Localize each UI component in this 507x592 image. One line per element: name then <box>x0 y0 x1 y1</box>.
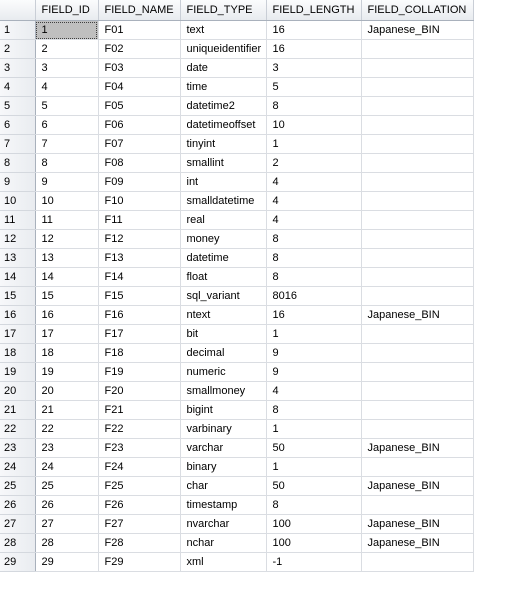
cell-field-type[interactable]: datetime <box>180 249 266 268</box>
cell-field-length[interactable]: 8 <box>266 268 361 287</box>
row-number[interactable]: 11 <box>0 211 35 230</box>
cell-field-collation[interactable] <box>361 344 473 363</box>
table-row[interactable] <box>0 287 473 306</box>
cell-field-name[interactable]: F10 <box>98 192 180 211</box>
cell-field-collation[interactable] <box>361 173 473 192</box>
cell-field-length[interactable]: 8 <box>266 401 361 420</box>
cell-field-type[interactable]: text <box>180 21 266 40</box>
table-row[interactable] <box>0 97 473 116</box>
row-number[interactable]: 6 <box>0 116 35 135</box>
column-header-field-name[interactable]: FIELD_NAME <box>98 0 180 21</box>
cell-field-type[interactable]: ntext <box>180 306 266 325</box>
table-row[interactable] <box>0 420 473 439</box>
cell-field-type[interactable]: date <box>180 59 266 78</box>
cell-field-id[interactable]: 5 <box>35 97 98 116</box>
cell-field-name[interactable]: F18 <box>98 344 180 363</box>
cell-field-type[interactable]: varchar <box>180 439 266 458</box>
row-number[interactable]: 23 <box>0 439 35 458</box>
cell-field-length[interactable]: 50 <box>266 477 361 496</box>
cell-field-id[interactable]: 19 <box>35 363 98 382</box>
cell-field-id[interactable]: 9 <box>35 173 98 192</box>
table-row[interactable] <box>0 135 473 154</box>
table-row[interactable] <box>0 268 473 287</box>
cell-field-name[interactable]: F08 <box>98 154 180 173</box>
cell-field-name[interactable]: F09 <box>98 173 180 192</box>
cell-field-id[interactable]: 26 <box>35 496 98 515</box>
row-number[interactable]: 15 <box>0 287 35 306</box>
row-number[interactable]: 25 <box>0 477 35 496</box>
cell-field-type[interactable]: binary <box>180 458 266 477</box>
cell-field-collation[interactable] <box>361 382 473 401</box>
row-number[interactable]: 1 <box>0 21 35 40</box>
cell-field-id[interactable]: 13 <box>35 249 98 268</box>
row-number[interactable]: 9 <box>0 173 35 192</box>
cell-field-length[interactable]: 16 <box>266 40 361 59</box>
row-number[interactable]: 21 <box>0 401 35 420</box>
cell-field-name[interactable]: F13 <box>98 249 180 268</box>
cell-field-name[interactable]: F01 <box>98 21 180 40</box>
cell-field-id[interactable]: 16 <box>35 306 98 325</box>
cell-field-collation[interactable] <box>361 59 473 78</box>
table-row[interactable] <box>0 59 473 78</box>
cell-field-type[interactable]: money <box>180 230 266 249</box>
cell-field-length[interactable]: 4 <box>266 192 361 211</box>
cell-field-length[interactable]: 1 <box>266 420 361 439</box>
cell-field-collation[interactable] <box>361 192 473 211</box>
cell-field-length[interactable]: 9 <box>266 344 361 363</box>
cell-field-length[interactable]: 4 <box>266 211 361 230</box>
cell-field-name[interactable]: F20 <box>98 382 180 401</box>
cell-field-name[interactable]: F21 <box>98 401 180 420</box>
cell-field-type[interactable]: xml <box>180 553 266 572</box>
table-row[interactable] <box>0 40 473 59</box>
cell-field-name[interactable]: F14 <box>98 268 180 287</box>
cell-field-collation[interactable] <box>361 363 473 382</box>
cell-field-collation[interactable] <box>361 211 473 230</box>
cell-field-collation[interactable] <box>361 40 473 59</box>
row-number[interactable]: 2 <box>0 40 35 59</box>
table-row[interactable] <box>0 78 473 97</box>
cell-field-id[interactable]: 2 <box>35 40 98 59</box>
grid-body <box>0 21 473 572</box>
table-row[interactable] <box>0 249 473 268</box>
cell-field-type[interactable]: real <box>180 211 266 230</box>
cell-field-id[interactable]: 14 <box>35 268 98 287</box>
cell-field-collation[interactable] <box>361 268 473 287</box>
row-number[interactable]: 8 <box>0 154 35 173</box>
cell-field-length[interactable]: 8 <box>266 496 361 515</box>
table-row[interactable] <box>0 534 473 553</box>
cell-field-length[interactable]: 5 <box>266 78 361 97</box>
cell-field-name[interactable]: F27 <box>98 515 180 534</box>
grid-corner-header[interactable] <box>0 0 35 21</box>
cell-field-collation[interactable] <box>361 553 473 572</box>
cell-field-id[interactable]: 29 <box>35 553 98 572</box>
cell-field-name[interactable]: F16 <box>98 306 180 325</box>
cell-field-name[interactable]: F28 <box>98 534 180 553</box>
table-row[interactable] <box>0 401 473 420</box>
cell-field-collation[interactable] <box>361 401 473 420</box>
cell-field-length[interactable]: 16 <box>266 21 361 40</box>
row-number[interactable]: 20 <box>0 382 35 401</box>
cell-field-length[interactable]: 3 <box>266 59 361 78</box>
cell-field-type[interactable]: smallmoney <box>180 382 266 401</box>
cell-field-type[interactable]: float <box>180 268 266 287</box>
table-row[interactable] <box>0 439 473 458</box>
cell-field-collation[interactable]: Japanese_BIN <box>361 21 473 40</box>
cell-field-type[interactable]: smalldatetime <box>180 192 266 211</box>
cell-field-collation[interactable]: Japanese_BIN <box>361 439 473 458</box>
cell-field-name[interactable]: F12 <box>98 230 180 249</box>
cell-field-length[interactable]: 8016 <box>266 287 361 306</box>
cell-field-name[interactable]: F29 <box>98 553 180 572</box>
table-row[interactable] <box>0 211 473 230</box>
cell-field-length[interactable]: 1 <box>266 458 361 477</box>
table-row[interactable] <box>0 477 473 496</box>
cell-field-length[interactable]: 50 <box>266 439 361 458</box>
cell-field-type[interactable]: varbinary <box>180 420 266 439</box>
row-number[interactable]: 10 <box>0 192 35 211</box>
cell-field-name[interactable]: F15 <box>98 287 180 306</box>
cell-field-length[interactable]: 10 <box>266 116 361 135</box>
row-number[interactable]: 14 <box>0 268 35 287</box>
cell-field-name[interactable]: F19 <box>98 363 180 382</box>
row-number[interactable]: 28 <box>0 534 35 553</box>
cell-field-id[interactable]: 3 <box>35 59 98 78</box>
cell-field-length[interactable]: 1 <box>266 325 361 344</box>
cell-field-collation[interactable] <box>361 230 473 249</box>
cell-field-collation[interactable]: Japanese_BIN <box>361 306 473 325</box>
table-row[interactable] <box>0 382 473 401</box>
row-number[interactable]: 4 <box>0 78 35 97</box>
cell-field-id[interactable]: 11 <box>35 211 98 230</box>
cell-field-id[interactable]: 4 <box>35 78 98 97</box>
cell-field-length[interactable]: 8 <box>266 249 361 268</box>
table-row[interactable] <box>0 173 473 192</box>
table-row[interactable] <box>0 515 473 534</box>
cell-field-length[interactable]: 100 <box>266 534 361 553</box>
row-number[interactable]: 7 <box>0 135 35 154</box>
cell-field-collation[interactable] <box>361 420 473 439</box>
row-number[interactable]: 17 <box>0 325 35 344</box>
cell-field-name[interactable]: F26 <box>98 496 180 515</box>
table-row[interactable] <box>0 230 473 249</box>
cell-field-collation[interactable] <box>361 325 473 344</box>
cell-field-collation[interactable]: Japanese_BIN <box>361 477 473 496</box>
row-number[interactable]: 29 <box>0 553 35 572</box>
cell-field-type[interactable]: time <box>180 78 266 97</box>
cell-field-type[interactable]: datetime2 <box>180 97 266 116</box>
cell-field-id[interactable]: 15 <box>35 287 98 306</box>
table-row[interactable] <box>0 325 473 344</box>
table-row[interactable] <box>0 154 473 173</box>
cell-field-collation[interactable] <box>361 496 473 515</box>
cell-field-length[interactable]: 4 <box>266 173 361 192</box>
table-row[interactable] <box>0 21 473 40</box>
cell-field-length[interactable]: 100 <box>266 515 361 534</box>
row-number[interactable]: 19 <box>0 363 35 382</box>
cell-field-type[interactable]: char <box>180 477 266 496</box>
cell-field-id[interactable]: 1 <box>35 21 98 40</box>
row-number[interactable]: 27 <box>0 515 35 534</box>
cell-field-length[interactable]: 4 <box>266 382 361 401</box>
row-number[interactable]: 22 <box>0 420 35 439</box>
cell-field-name[interactable]: F07 <box>98 135 180 154</box>
cell-field-id[interactable]: 21 <box>35 401 98 420</box>
cell-field-type[interactable]: bigint <box>180 401 266 420</box>
cell-field-type[interactable]: smallint <box>180 154 266 173</box>
cell-field-name[interactable]: F22 <box>98 420 180 439</box>
table-row[interactable] <box>0 306 473 325</box>
row-number[interactable]: 12 <box>0 230 35 249</box>
column-header-field-length[interactable]: FIELD_LENGTH <box>266 0 361 21</box>
cell-field-name[interactable]: F23 <box>98 439 180 458</box>
cell-field-name[interactable]: F24 <box>98 458 180 477</box>
cell-field-id[interactable]: 7 <box>35 135 98 154</box>
cell-field-length[interactable]: 2 <box>266 154 361 173</box>
cell-field-id[interactable]: 27 <box>35 515 98 534</box>
cell-field-type[interactable]: nchar <box>180 534 266 553</box>
cell-field-collation[interactable] <box>361 116 473 135</box>
table-row[interactable] <box>0 458 473 477</box>
cell-field-id[interactable]: 6 <box>35 116 98 135</box>
cell-field-name[interactable]: F05 <box>98 97 180 116</box>
cell-field-type[interactable]: uniqueidentifier <box>180 40 266 59</box>
grid-empty-area <box>0 575 507 592</box>
cell-field-name[interactable]: F17 <box>98 325 180 344</box>
cell-field-length[interactable]: 8 <box>266 97 361 116</box>
cell-field-id[interactable]: 23 <box>35 439 98 458</box>
row-number[interactable]: 16 <box>0 306 35 325</box>
cell-field-length[interactable]: -1 <box>266 553 361 572</box>
cell-field-type[interactable]: timestamp <box>180 496 266 515</box>
cell-field-id[interactable]: 12 <box>35 230 98 249</box>
row-number[interactable]: 13 <box>0 249 35 268</box>
cell-field-id[interactable]: 25 <box>35 477 98 496</box>
cell-field-id[interactable]: 24 <box>35 458 98 477</box>
row-number[interactable]: 3 <box>0 59 35 78</box>
cell-field-type[interactable]: datetimeoffset <box>180 116 266 135</box>
column-header-field-collation[interactable]: FIELD_COLLATION <box>361 0 473 21</box>
cell-field-name[interactable]: F06 <box>98 116 180 135</box>
cell-field-type[interactable]: sql_variant <box>180 287 266 306</box>
cell-field-name[interactable]: F25 <box>98 477 180 496</box>
cell-field-length[interactable]: 1 <box>266 135 361 154</box>
cell-field-collation[interactable] <box>361 249 473 268</box>
cell-field-id[interactable]: 20 <box>35 382 98 401</box>
cell-field-id[interactable]: 17 <box>35 325 98 344</box>
table-row[interactable] <box>0 116 473 135</box>
cell-field-name[interactable]: F04 <box>98 78 180 97</box>
header-row <box>0 0 473 21</box>
cell-field-length[interactable]: 8 <box>266 230 361 249</box>
table-row[interactable] <box>0 496 473 515</box>
cell-field-type[interactable]: int <box>180 173 266 192</box>
cell-field-id[interactable]: 22 <box>35 420 98 439</box>
row-number[interactable]: 26 <box>0 496 35 515</box>
cell-field-type[interactable]: bit <box>180 325 266 344</box>
table-row[interactable] <box>0 344 473 363</box>
cell-field-collation[interactable] <box>361 78 473 97</box>
cell-field-length[interactable]: 16 <box>266 306 361 325</box>
cell-field-id[interactable]: 8 <box>35 154 98 173</box>
table-row[interactable] <box>0 553 473 572</box>
cell-field-length[interactable]: 9 <box>266 363 361 382</box>
cell-field-type[interactable]: tinyint <box>180 135 266 154</box>
cell-field-type[interactable]: numeric <box>180 363 266 382</box>
cell-field-name[interactable]: F02 <box>98 40 180 59</box>
cell-field-name[interactable]: F03 <box>98 59 180 78</box>
column-header-field-type[interactable]: FIELD_TYPE <box>180 0 266 21</box>
cell-field-id[interactable]: 18 <box>35 344 98 363</box>
cell-field-id[interactable]: 28 <box>35 534 98 553</box>
row-number[interactable]: 5 <box>0 97 35 116</box>
cell-field-collation[interactable]: Japanese_BIN <box>361 515 473 534</box>
cell-field-type[interactable]: decimal <box>180 344 266 363</box>
table-row[interactable] <box>0 192 473 211</box>
cell-field-collation[interactable] <box>361 287 473 306</box>
row-number[interactable]: 24 <box>0 458 35 477</box>
cell-field-collation[interactable] <box>361 97 473 116</box>
row-number[interactable]: 18 <box>0 344 35 363</box>
cell-field-id[interactable]: 10 <box>35 192 98 211</box>
cell-field-collation[interactable] <box>361 458 473 477</box>
cell-field-type[interactable]: nvarchar <box>180 515 266 534</box>
cell-field-name[interactable]: F11 <box>98 211 180 230</box>
cell-field-collation[interactable] <box>361 135 473 154</box>
cell-field-collation[interactable]: Japanese_BIN <box>361 534 473 553</box>
column-header-field-id[interactable]: FIELD_ID <box>35 0 98 21</box>
table-row[interactable] <box>0 363 473 382</box>
cell-field-collation[interactable] <box>361 154 473 173</box>
